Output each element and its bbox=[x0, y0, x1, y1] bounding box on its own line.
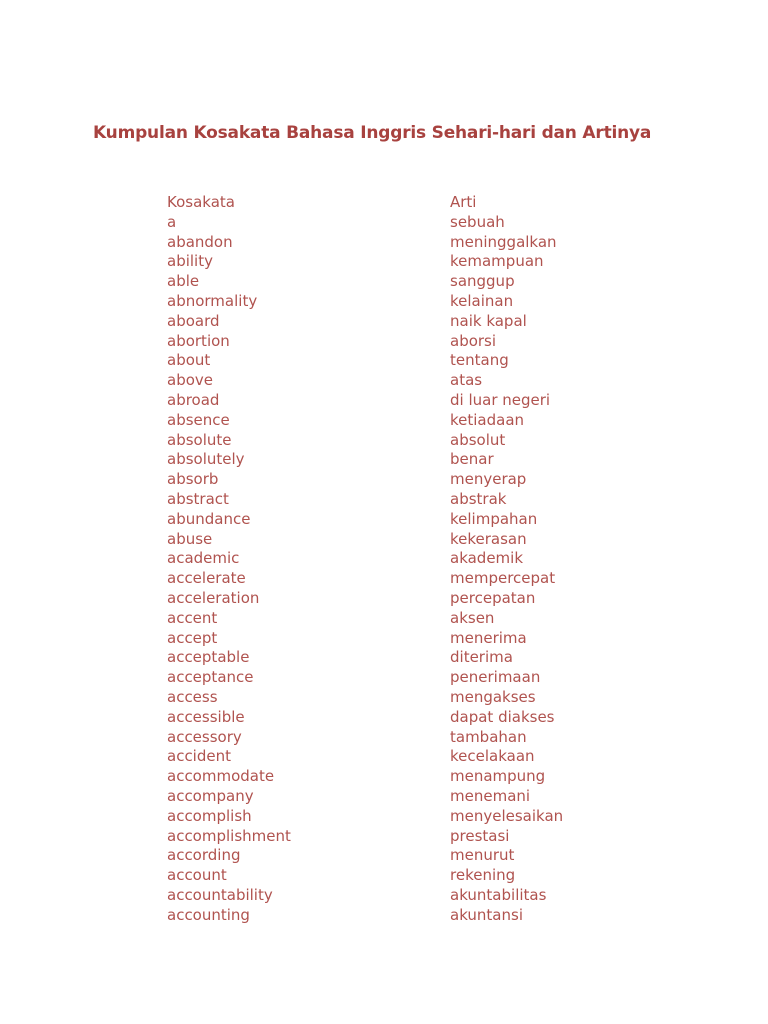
word-cell: acceptable bbox=[167, 648, 250, 667]
column-header-kosakata: Kosakata bbox=[167, 193, 235, 211]
word-cell: aboard bbox=[167, 311, 220, 330]
meaning-cell: akuntabilitas bbox=[450, 885, 547, 904]
meaning-cell: menyerap bbox=[450, 470, 527, 489]
meaning-cell: akuntansi bbox=[450, 905, 523, 924]
meaning-cell: aborsi bbox=[450, 331, 497, 350]
meaning-cell: meninggalkan bbox=[450, 232, 557, 251]
word-cell: access bbox=[167, 687, 218, 706]
meaning-cell: atas bbox=[450, 371, 483, 390]
word-cell: accessible bbox=[167, 707, 245, 726]
word-cell: absolutely bbox=[167, 450, 245, 469]
meaning-cell: aksen bbox=[450, 608, 495, 627]
word-cell: absorb bbox=[167, 470, 219, 489]
word-cell: abortion bbox=[167, 331, 230, 350]
meaning-cell: menyelesaikan bbox=[450, 806, 564, 825]
word-cell: accident bbox=[167, 747, 231, 766]
table-row bbox=[167, 767, 727, 787]
meaning-cell: menerima bbox=[450, 628, 527, 647]
meaning-cell: diterima bbox=[450, 648, 513, 667]
meaning-cell: mengakses bbox=[450, 687, 536, 706]
word-cell: able bbox=[167, 272, 200, 291]
word-cell: accomplishment bbox=[167, 826, 291, 845]
meaning-cell: rekening bbox=[450, 866, 516, 885]
word-cell: abandon bbox=[167, 232, 233, 251]
word-cell: absence bbox=[167, 410, 230, 429]
meaning-cell: tentang bbox=[450, 351, 509, 370]
meaning-cell: kelimpahan bbox=[450, 509, 538, 528]
table-row bbox=[167, 213, 727, 233]
meaning-cell: menampung bbox=[450, 767, 546, 786]
table-row bbox=[167, 233, 727, 253]
word-cell: abnormality bbox=[167, 291, 258, 310]
meaning-cell: kecelakaan bbox=[450, 747, 535, 766]
meaning-cell: mempercepat bbox=[450, 569, 556, 588]
word-cell: accomplish bbox=[167, 806, 252, 825]
word-cell: acceptance bbox=[167, 668, 254, 687]
table-row bbox=[167, 747, 727, 767]
meaning-cell: penerimaan bbox=[450, 668, 541, 687]
table-row bbox=[167, 609, 727, 629]
table-row bbox=[167, 629, 727, 649]
meaning-cell: di luar negeri bbox=[450, 390, 551, 409]
meaning-cell: tambahan bbox=[450, 727, 527, 746]
word-cell: acceleration bbox=[167, 588, 260, 607]
table-row bbox=[167, 708, 727, 728]
meaning-cell: absolut bbox=[450, 430, 506, 449]
word-cell: ability bbox=[167, 252, 213, 271]
meaning-cell: sebuah bbox=[450, 212, 505, 231]
table-row bbox=[167, 470, 727, 490]
table-row bbox=[167, 530, 727, 550]
word-cell: a bbox=[167, 212, 177, 231]
meaning-cell: kelainan bbox=[450, 291, 514, 310]
table-row bbox=[167, 371, 727, 391]
page-title: Kumpulan Kosakata Bahasa Inggris Sehari-hari dan Artinya bbox=[93, 123, 652, 143]
meaning-cell: sanggup bbox=[450, 272, 515, 291]
meaning-cell: dapat diakses bbox=[450, 707, 555, 726]
table-row bbox=[167, 787, 727, 807]
meaning-cell: ketiadaan bbox=[450, 410, 525, 429]
word-cell: abuse bbox=[167, 529, 213, 548]
meaning-cell: naik kapal bbox=[450, 311, 527, 330]
meaning-cell: kekerasan bbox=[450, 529, 527, 548]
table-row bbox=[167, 569, 727, 589]
meaning-cell: kemampuan bbox=[450, 252, 544, 271]
table-row bbox=[167, 351, 727, 371]
word-cell: accept bbox=[167, 628, 218, 647]
table-row bbox=[167, 332, 727, 352]
column-header-arti: Arti bbox=[450, 193, 477, 211]
word-cell: abroad bbox=[167, 390, 220, 409]
table-row bbox=[167, 391, 727, 411]
table-row bbox=[167, 589, 727, 609]
table-row bbox=[167, 510, 727, 530]
table-row bbox=[167, 648, 727, 668]
table-row bbox=[167, 827, 727, 847]
word-cell: accelerate bbox=[167, 569, 246, 588]
word-cell: account bbox=[167, 866, 227, 885]
table-row bbox=[167, 312, 727, 332]
word-cell: accompany bbox=[167, 786, 254, 805]
meaning-cell: percepatan bbox=[450, 588, 536, 607]
meaning-cell: akademik bbox=[450, 549, 524, 568]
table-row bbox=[167, 450, 727, 470]
word-cell: abundance bbox=[167, 509, 251, 528]
word-cell: about bbox=[167, 351, 211, 370]
table-row bbox=[167, 272, 727, 292]
table-row bbox=[167, 728, 727, 748]
vocab-table bbox=[167, 193, 727, 925]
word-cell: absolute bbox=[167, 430, 232, 449]
meaning-cell: abstrak bbox=[450, 489, 507, 508]
word-cell: abstract bbox=[167, 489, 229, 508]
word-cell: accent bbox=[167, 608, 218, 627]
table-row bbox=[167, 549, 727, 569]
table-row bbox=[167, 846, 727, 866]
table-row bbox=[167, 866, 727, 886]
table-row bbox=[167, 688, 727, 708]
table-row bbox=[167, 886, 727, 906]
table-header-row bbox=[167, 193, 727, 213]
table-row bbox=[167, 668, 727, 688]
word-cell: accountability bbox=[167, 885, 273, 904]
word-cell: accounting bbox=[167, 905, 250, 924]
word-cell: accommodate bbox=[167, 767, 275, 786]
table-row bbox=[167, 807, 727, 827]
table-row bbox=[167, 252, 727, 272]
table-row bbox=[167, 292, 727, 312]
table-row bbox=[167, 490, 727, 510]
meaning-cell: menurut bbox=[450, 846, 515, 865]
word-cell: according bbox=[167, 846, 241, 865]
meaning-cell: menemani bbox=[450, 786, 531, 805]
table-row bbox=[167, 431, 727, 451]
meaning-cell: benar bbox=[450, 450, 494, 469]
meaning-cell: prestasi bbox=[450, 826, 510, 845]
word-cell: above bbox=[167, 371, 213, 390]
table-row bbox=[167, 906, 727, 926]
word-cell: academic bbox=[167, 549, 240, 568]
word-cell: accessory bbox=[167, 727, 242, 746]
table-row bbox=[167, 411, 727, 431]
